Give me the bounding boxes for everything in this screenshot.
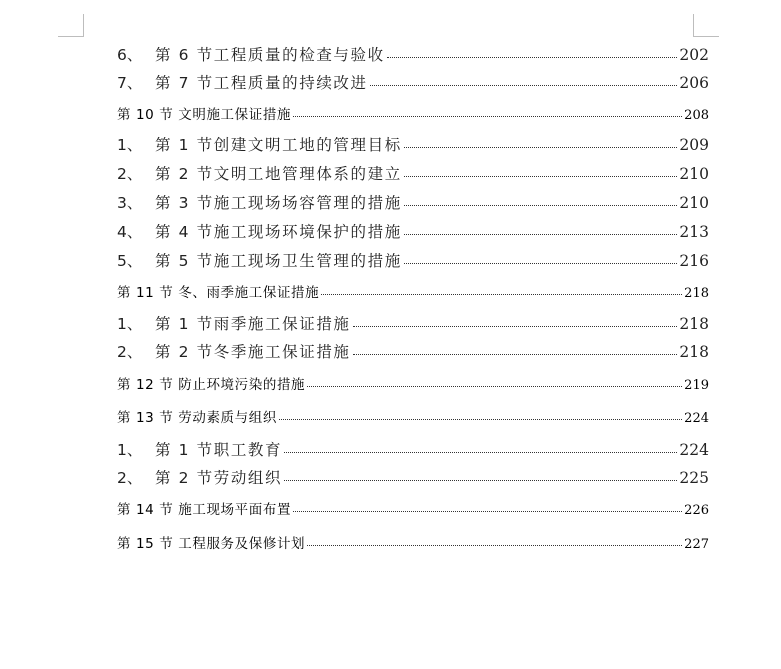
dot-leader	[321, 293, 682, 295]
toc-entry-number: 7、	[117, 74, 143, 92]
toc-section-entry[interactable]	[117, 281, 709, 301]
toc-entry[interactable]	[117, 466, 709, 488]
toc-entry-page: 206	[679, 74, 709, 92]
toc-entry-number: 1、	[117, 315, 143, 333]
toc-entry-number: 5、	[117, 252, 143, 270]
toc-entry-page: 213	[679, 223, 709, 241]
toc-entry-number: 4、	[117, 223, 143, 241]
toc-entry-page: 202	[679, 46, 709, 64]
toc-entry[interactable]	[117, 249, 709, 271]
toc-entry-page: 218	[684, 286, 709, 301]
toc-entry-title: 第 2 节冬季施工保证措施	[155, 343, 351, 361]
toc-entry-number: 1、	[117, 136, 143, 154]
dot-leader	[387, 56, 678, 58]
toc-entry[interactable]	[117, 220, 709, 242]
toc-entry-title: 第 2 节文明工地管理体系的建立	[155, 165, 402, 183]
margin-corner-mark-right	[693, 14, 719, 37]
dot-leader	[307, 544, 682, 546]
toc-section-title: 第 15 节 工程服务及保修计划	[117, 536, 306, 552]
toc-entry-page: 224	[679, 441, 709, 459]
toc-entry-page: 216	[679, 252, 709, 270]
toc-entry-title: 第 4 节施工现场环境保护的措施	[155, 223, 402, 241]
toc-entry-page: 210	[679, 194, 709, 212]
toc-entry-title: 第 5 节施工现场卫生管理的措施	[155, 252, 402, 270]
toc-entry-title: 第 2 节劳动组织	[155, 469, 283, 487]
dot-leader	[284, 479, 677, 481]
toc-entry-page: 224	[684, 411, 709, 426]
toc-entry-page: 225	[679, 469, 709, 487]
toc-entry-title: 第 3 节施工现场场容管理的措施	[155, 194, 402, 212]
toc-entry-number: 6、	[117, 46, 143, 64]
toc-entry-page: 208	[684, 108, 709, 123]
toc-entry[interactable]	[117, 438, 709, 460]
toc-section-entry[interactable]	[117, 498, 709, 518]
toc-entry-number: 2、	[117, 165, 143, 183]
dot-leader	[307, 385, 682, 387]
toc-section-entry[interactable]	[117, 373, 709, 393]
toc-section-title: 第 12 节 防止环境污染的措施	[117, 377, 306, 393]
toc-entry-page: 210	[679, 165, 709, 183]
toc-entry[interactable]	[117, 43, 709, 65]
toc-entry-page: 218	[679, 315, 709, 333]
toc-entry[interactable]	[117, 312, 709, 334]
toc-entry[interactable]	[117, 71, 709, 93]
toc-entry-title: 第 1 节创建文明工地的管理目标	[155, 136, 402, 154]
toc-entry[interactable]	[117, 133, 709, 155]
toc-entry-number: 2、	[117, 343, 143, 361]
dot-leader	[353, 325, 678, 327]
toc-entry-title: 第 1 节职工教育	[155, 441, 283, 459]
toc-section-title: 第 10 节 文明施工保证措施	[117, 107, 292, 123]
toc-section-entry[interactable]	[117, 406, 709, 426]
dot-leader	[284, 451, 677, 453]
toc-entry-page: 219	[684, 378, 709, 393]
dot-leader	[293, 510, 682, 512]
toc-entry-number: 1、	[117, 441, 143, 459]
toc-section-entry[interactable]	[117, 532, 709, 552]
dot-leader	[370, 84, 678, 86]
margin-corner-mark-left	[58, 14, 84, 37]
dot-leader	[404, 146, 678, 148]
toc-section-title: 第 14 节 施工现场平面布置	[117, 502, 292, 518]
toc-entry-page: 218	[679, 343, 709, 361]
dot-leader	[353, 353, 678, 355]
toc-entry-title: 第 1 节雨季施工保证措施	[155, 315, 351, 333]
toc-entry[interactable]	[117, 340, 709, 362]
toc-section-title: 第 11 节 冬、雨季施工保证措施	[117, 285, 320, 301]
toc-entry-title: 第 7 节工程质量的持续改进	[155, 74, 368, 92]
toc-entry-page: 209	[679, 136, 709, 154]
dot-leader	[293, 115, 682, 117]
dot-leader	[279, 418, 682, 420]
dot-leader	[404, 175, 678, 177]
dot-leader	[404, 262, 678, 264]
toc-entry-page: 227	[684, 537, 709, 552]
toc-section-title: 第 13 节 劳动素质与组织	[117, 410, 277, 426]
toc-entry-number: 3、	[117, 194, 143, 212]
toc-entry-title: 第 6 节工程质量的检查与验收	[155, 46, 385, 64]
toc-section-entry[interactable]	[117, 103, 709, 123]
dot-leader	[404, 233, 678, 235]
toc-entry[interactable]	[117, 162, 709, 184]
toc-entry[interactable]	[117, 191, 709, 213]
toc-entry-number: 2、	[117, 469, 143, 487]
dot-leader	[404, 204, 678, 206]
toc-entry-page: 226	[684, 503, 709, 518]
